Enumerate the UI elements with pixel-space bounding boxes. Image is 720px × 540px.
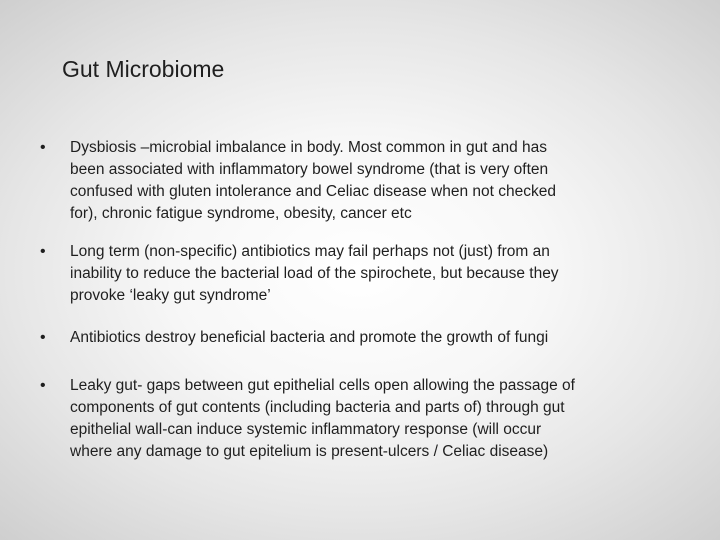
bullet-text [70,375,658,463]
slide-title: Gut Microbiome [62,56,225,82]
bullet-text [70,327,658,349]
bullet-line: been associated with inflammatory bowel syndrome (that is very often [70,161,549,178]
bullet-dot: • [40,139,46,156]
bullet-line: for), chronic fatigue syndrome, obesity, cancer etc [70,205,412,222]
bullet-line: Dysbiosis –microbial imbalance in body. Most common in gut and has [70,139,547,156]
bullet-text [70,137,658,225]
bullet-dot: • [40,243,46,260]
bullet-line: epithelial wall-can induce systemic inflammatory response (will occur [70,421,542,438]
bullet-line: Long term (non-specific) antibiotics may fail perhaps not (just) from an [70,243,550,260]
bullet-text [70,241,658,307]
bullet-line: inability to reduce the bacterial load of the spirochete, but because they [70,265,559,282]
bullet-line: components of gut contents (including bacteria and parts of) through gut [70,399,565,416]
bullet-line: provoke ‘leaky gut syndrome’ [70,287,271,304]
bullet-line: Leaky gut- gaps between gut epithelial cells open allowing the passage of [70,377,575,394]
bullet-line: Antibiotics destroy beneficial bacteria and promote the growth of fungi [70,329,549,346]
bullet-dot: • [40,329,46,346]
bullet-line: where any damage to gut epitelium is present-ulcers / Celiac disease) [70,443,549,460]
bullet-line: confused with gluten intolerance and Celiac disease when not checked [70,183,556,200]
bullet-dot: • [40,377,46,394]
